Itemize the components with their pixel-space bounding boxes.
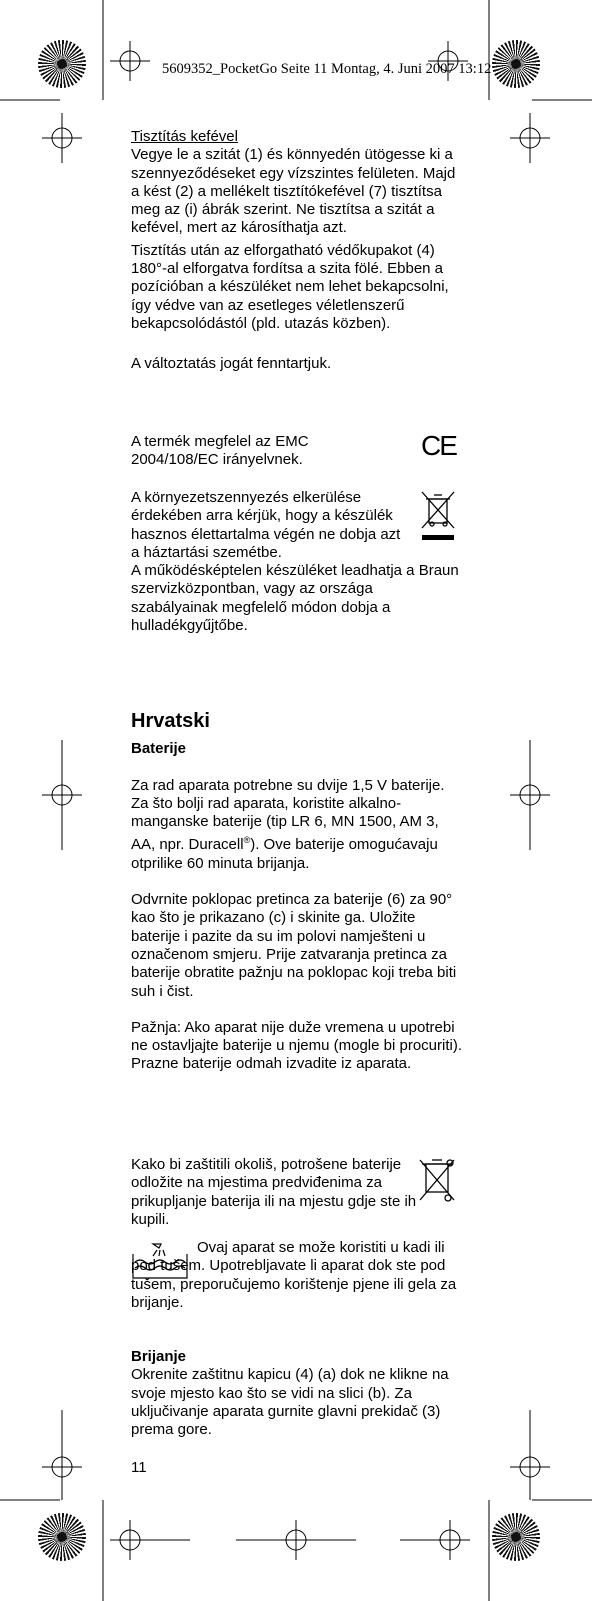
shaving-section (131, 1348, 451, 1439)
section-heading: Brijanje (131, 1348, 187, 1365)
paragraph: A környezetszennyezés elkerülése érdekében arra kérjük, hogy a készülék hasznos élettartalma végén ne dobja azt a háztartási szemétbe. (131, 489, 401, 561)
battery-bin-icon (418, 1156, 458, 1206)
paragraph: A működésképtelen készüléket leadhatja a Braun szervizközpontban, vagy az országa szabályainak megfelelő módon dobja a hulladékgyűjtőbe. (131, 562, 459, 634)
hungarian-section (131, 128, 461, 374)
paragraph: Vegye le a szitát (1) és könnyedén ütögesse ki a szennyeződéseket egy vízszintes felületen. Majd a kést (2) a mellékelt tisztítókefével (7) tisztítsa meg az (i) ábrák szerint. Ne tisztítsa a szitát a kefével, mert az károsíthatja azt. (131, 146, 456, 237)
paragraph: Tisztítás után az elforgatható védőkupakot (4) 180°-al elforgatva fordítsa a szita fölé. Ebben a pozícióban a készüléket nem lehet bekapcsolni, így védve van az esetleges véletlenszerű bekapcsolódástól (pld. utazás közben). (131, 241, 449, 332)
registration-mark-icon: ® (243, 835, 251, 846)
section-heading: Tisztítás kefével (131, 128, 238, 145)
paragraph: Odvrnite poklopac pretinca za baterije (6) za 90° kao što je prikazano (c) i skinite ga. Uložite baterije i pazite da su im polovi namješteni u označenom smjeru. Prije zatvaranja pretinca za baterije obratite pažnju na poklopac koji treba biti suh i čist. (131, 891, 457, 1000)
battery-disposal-note (131, 1156, 426, 1229)
croatian-section (131, 712, 466, 1074)
shower-note (131, 1239, 461, 1312)
paragraph: Za rad aparata potrebne su dvije 1,5 V baterije. (131, 776, 445, 794)
paragraph: A termék megfelel az EMC 2004/108/EC irányelvnek. (131, 433, 309, 469)
ce-mark-icon: CE (421, 430, 456, 461)
page-number: 11 (131, 1459, 147, 1476)
print-slug: 5609352_PocketGo Seite 11 Montag, 4. Juni 2007 13:12 (162, 61, 492, 77)
paragraph: Kako bi zaštitili okoliš, potrošene baterije odložite na mjestima predviđenima za prikupljanje baterija ili na mjestu gdje ste ih kupili. (131, 1156, 417, 1228)
emc-statement (131, 433, 381, 470)
paragraph: Okrenite zaštitnu kapicu (4) (a) dok ne klikne na svoje mjesto kao što se vidi na slici (b). Za uključivanje aparata gurnite glavni prekidač (3) prema gore. (131, 1366, 449, 1439)
paragraph: Pažnja: Ako aparat nije duže vremena u upotrebi ne ostavljajte baterije u njemu (mogle bi procuriti). Prazne baterije odmah izvadite iz aparata. (131, 1018, 462, 1073)
disposal-note (131, 489, 411, 562)
service-note (131, 562, 461, 635)
paragraph: Ovaj aparat se može koristiti u kadi ili pod tušem. Upotrebljavate li aparat dok ste pod tušem, preporučujemo korištenje pjene ili gela za brijanje. (131, 1239, 457, 1311)
section-heading: Baterije (131, 740, 187, 758)
paragraph: Za što bolji rad aparata, koristite alkalno-manganske baterije (tip LR 6, MN 1500, AM 3, AA, npr. Duracell®). Ove baterije omogućavaju otprilike 60 minuta brijanja. (131, 794, 439, 872)
language-title: Hrvatski (131, 710, 210, 732)
crossed-bin-icon (420, 490, 456, 542)
paragraph: A változtatás jogát fenntartjuk. (131, 355, 332, 373)
